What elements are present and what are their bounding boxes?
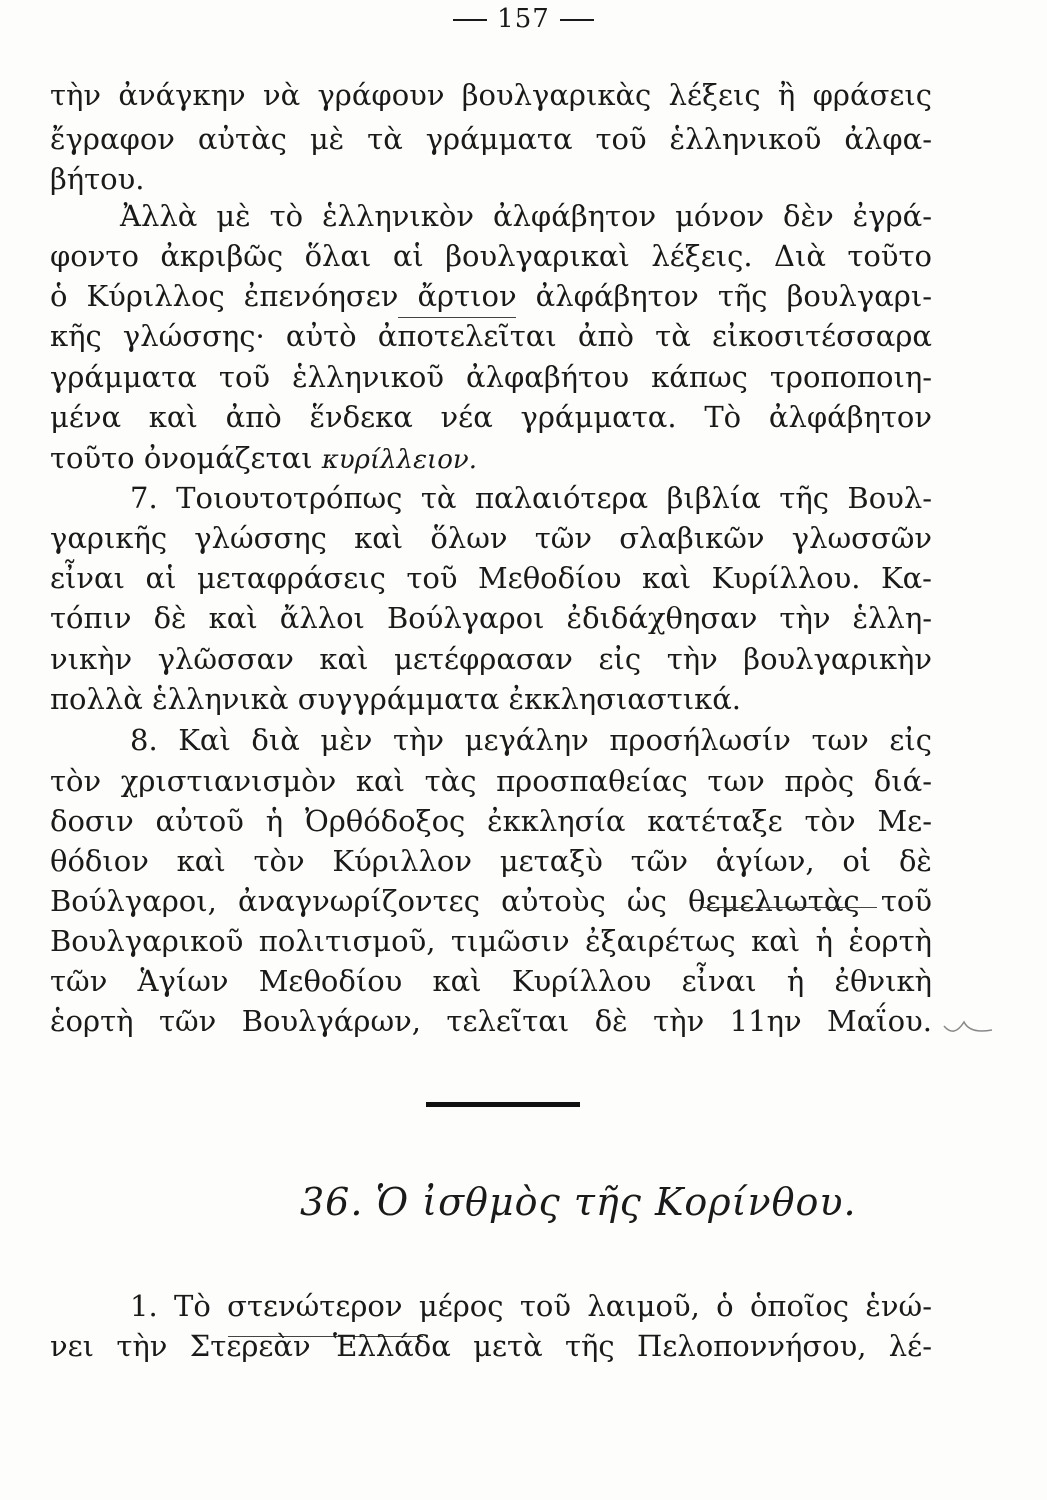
- text-line: τὸν χριστιανισμὸν καὶ τὰς προσπαθείας των πρὸς διά-: [50, 764, 932, 798]
- text-line: Ἀλλὰ μὲ τὸ ἑλληνικὸν ἀλφάβητον μόνον δὲν ἐγρά-: [120, 199, 932, 233]
- text-line: δοσιν αὐτοῦ ἡ Ὀρθόδοξος ἐκκλησία κατέταξε τὸν Με-: [50, 804, 932, 838]
- text-line: γράμματα τοῦ ἑλληνικοῦ ἀλφαβήτου κάπως τροποποιη-: [50, 360, 932, 394]
- text-line: βήτου.: [50, 162, 145, 196]
- text-line-span: τοῦτο ὀνομάζεται: [50, 441, 313, 475]
- pencil-underline: [702, 907, 877, 908]
- text-line: φοντο ἀκριβῶς ὅλαι αἱ βουλγαρικαὶ λέξεις. Διὰ τοῦτο: [50, 239, 932, 273]
- text-line: ἔγραφον αὐτὰς μὲ τὰ γράμματα τοῦ ἑλληνικοῦ ἀλφα-: [50, 122, 932, 156]
- page-number-dash-left: [453, 19, 487, 21]
- pencil-scribble-icon: [940, 1008, 1000, 1048]
- text-line: κῆς γλώσσης· αὐτὸ ἀποτελεῖται ἀπὸ τὰ εἰκοσιτέσσαρα: [50, 319, 932, 353]
- italic-term: κυρίλλειον.: [321, 445, 477, 475]
- page-number: [0, 4, 1047, 34]
- text-line: νικὴν γλῶσσαν καὶ μετέφρασαν εἰς τὴν βουλγαρικὴν: [50, 642, 932, 676]
- text-line: 8. Καὶ διὰ μὲν τὴν μεγάλην προσήλωσίν των εἰς: [130, 723, 932, 757]
- text-line: ἑορτὴ τῶν Βουλγάρων, τελεῖται δὲ τὴν 11ην Μαΐου.: [50, 1004, 932, 1038]
- section-heading: [300, 1180, 857, 1224]
- text-line: Βούλγαροι, ἀναγνωρίζοντες αὐτοὺς ὡς θεμελιωτὰς τοῦ: [50, 884, 932, 918]
- text-line: ὁ Κύριλλος ἐπενόησεν ἄρτιον ἀλφάβητον τῆς βουλγαρι-: [50, 279, 932, 313]
- section-divider: [426, 1102, 580, 1107]
- text-line: [50, 438, 932, 480]
- text-line: τῶν Ἁγίων Μεθοδίου καὶ Κυρίλλου εἶναι ἡ ἐθνικὴ: [50, 964, 932, 998]
- text-line: εἶναι αἱ μεταφράσεις τοῦ Μεθοδίου καὶ Κυρίλλου. Κα-: [50, 561, 932, 595]
- text-line: γαρικῆς γλώσσης καὶ ὅλων τῶν σλαβικῶν γλωσσῶν: [50, 521, 932, 555]
- text-line: θόδιον καὶ τὸν Κύριλλον μεταξὺ τῶν ἁγίων, οἱ δὲ: [50, 844, 932, 878]
- text-line: 1. Τὸ στενώτερον μέρος τοῦ λαιμοῦ, ὁ ὁποῖος ἑνώ-: [130, 1289, 932, 1323]
- text-line: τὴν ἀνάγκην νὰ γράφουν βουλγαρικὰς λέξεις ἢ φράσεις: [50, 78, 932, 112]
- text-line: πολλὰ ἑλληνικὰ συγγράμματα ἐκκλησιαστικά.: [50, 682, 742, 716]
- text-line: τόπιν δὲ καὶ ἄλλοι Βούλγαροι ἐδιδάχθησαν τὴν ἑλλη-: [50, 601, 932, 635]
- page-number-text: 157: [497, 4, 550, 34]
- text-line: νει τὴν Στερεὰν Ἑλλάδα μετὰ τῆς Πελοποννήσου, λέ-: [50, 1329, 932, 1363]
- page-number-dash-right: [560, 19, 594, 21]
- section-title: Ὁ ἰσθμὸς τῆς Κορίνθου.: [375, 1180, 857, 1224]
- text-line: Βουλγαρικοῦ πολιτισμοῦ, τιμῶσιν ἐξαιρέτως καὶ ἡ ἑορτὴ: [50, 924, 932, 958]
- text-line: 7. Τοιουτοτρόπως τὰ παλαιότερα βιβλία τῆς Βουλ-: [130, 481, 932, 515]
- text-line: μένα καὶ ἀπὸ ἕνδεκα νέα γράμματα. Τὸ ἀλφάβητον: [50, 400, 932, 434]
- section-number: 36.: [300, 1180, 364, 1224]
- pencil-underline: [398, 317, 516, 318]
